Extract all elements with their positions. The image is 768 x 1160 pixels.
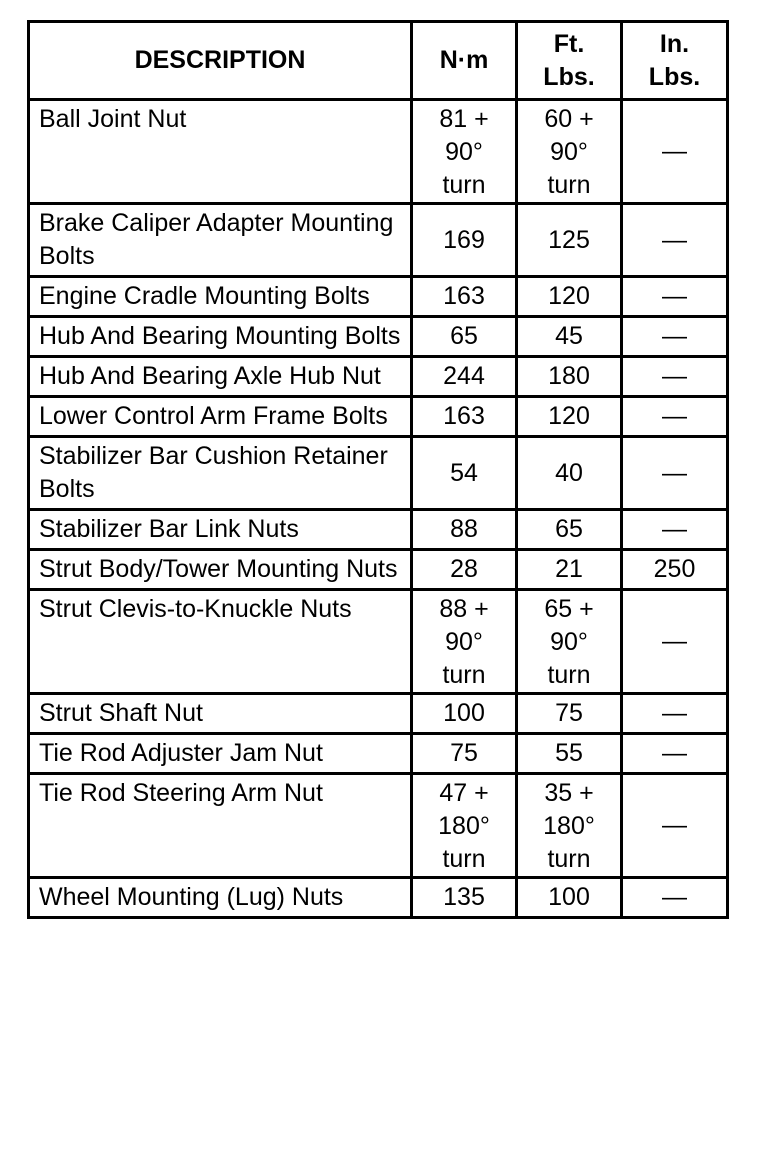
row-in-lbs-value: — (622, 100, 728, 204)
table-row (29, 100, 728, 204)
row-ft-lbs-value: 35 + 180° turn (517, 774, 622, 878)
row-nm-value: 135 (412, 878, 517, 918)
row-description: Stabilizer Bar Link Nuts (29, 510, 412, 550)
row-description: Strut Clevis-to-Knuckle Nuts (29, 590, 412, 694)
header-row (29, 22, 728, 100)
row-description: Tie Rod Adjuster Jam Nut (29, 734, 412, 774)
row-ft-lbs-value: 55 (517, 734, 622, 774)
row-description: Tie Rod Steering Arm Nut (29, 774, 412, 878)
row-description: Lower Control Arm Frame Bolts (29, 397, 412, 437)
row-description: Engine Cradle Mounting Bolts (29, 277, 412, 317)
torque-specifications-table (27, 20, 729, 919)
row-nm-value: 100 (412, 694, 517, 734)
row-in-lbs-value: — (622, 357, 728, 397)
row-in-lbs-value: — (622, 437, 728, 510)
table-row (29, 774, 728, 878)
row-description: Ball Joint Nut (29, 100, 412, 204)
table-row (29, 204, 728, 277)
table-row (29, 590, 728, 694)
row-nm-value: 169 (412, 204, 517, 277)
table-row (29, 694, 728, 734)
table-row (29, 317, 728, 357)
row-in-lbs-value: — (622, 734, 728, 774)
row-nm-value: 244 (412, 357, 517, 397)
column-header-nm: N·m (412, 22, 517, 100)
row-in-lbs-value: — (622, 774, 728, 878)
row-description: Hub And Bearing Axle Hub Nut (29, 357, 412, 397)
row-in-lbs-value: — (622, 590, 728, 694)
column-header-in-lbs: In. Lbs. (622, 22, 728, 100)
row-nm-value: 88 (412, 510, 517, 550)
table-row (29, 437, 728, 510)
row-ft-lbs-value: 120 (517, 397, 622, 437)
row-in-lbs-value: — (622, 694, 728, 734)
row-ft-lbs-value: 45 (517, 317, 622, 357)
row-nm-value: 65 (412, 317, 517, 357)
row-nm-value: 88 + 90° turn (412, 590, 517, 694)
row-in-lbs-value: — (622, 397, 728, 437)
row-nm-value: 163 (412, 397, 517, 437)
table-row (29, 277, 728, 317)
row-nm-value: 75 (412, 734, 517, 774)
row-description: Wheel Mounting (Lug) Nuts (29, 878, 412, 918)
row-ft-lbs-value: 21 (517, 550, 622, 590)
row-in-lbs-value: 250 (622, 550, 728, 590)
table-row (29, 550, 728, 590)
row-in-lbs-value: — (622, 510, 728, 550)
row-ft-lbs-value: 100 (517, 878, 622, 918)
row-in-lbs-value: — (622, 878, 728, 918)
table-row (29, 878, 728, 918)
row-in-lbs-value: — (622, 317, 728, 357)
row-description: Hub And Bearing Mounting Bolts (29, 317, 412, 357)
row-in-lbs-value: — (622, 277, 728, 317)
column-header-description: DESCRIPTION (29, 22, 412, 100)
row-description: Stabilizer Bar Cushion Retainer Bolts (29, 437, 412, 510)
row-description: Brake Caliper Adapter Mounting Bolts (29, 204, 412, 277)
row-ft-lbs-value: 120 (517, 277, 622, 317)
row-ft-lbs-value: 65 + 90° turn (517, 590, 622, 694)
table-row (29, 397, 728, 437)
row-in-lbs-value: — (622, 204, 728, 277)
table-row (29, 734, 728, 774)
row-nm-value: 54 (412, 437, 517, 510)
row-ft-lbs-value: 180 (517, 357, 622, 397)
row-nm-value: 81 + 90° turn (412, 100, 517, 204)
table-row (29, 357, 728, 397)
row-nm-value: 47 + 180° turn (412, 774, 517, 878)
row-ft-lbs-value: 40 (517, 437, 622, 510)
column-header-ft-lbs: Ft. Lbs. (517, 22, 622, 100)
table-row (29, 510, 728, 550)
row-description: Strut Shaft Nut (29, 694, 412, 734)
row-ft-lbs-value: 125 (517, 204, 622, 277)
row-ft-lbs-value: 75 (517, 694, 622, 734)
row-description: Strut Body/Tower Mounting Nuts (29, 550, 412, 590)
row-ft-lbs-value: 65 (517, 510, 622, 550)
row-ft-lbs-value: 60 + 90° turn (517, 100, 622, 204)
row-nm-value: 28 (412, 550, 517, 590)
row-nm-value: 163 (412, 277, 517, 317)
